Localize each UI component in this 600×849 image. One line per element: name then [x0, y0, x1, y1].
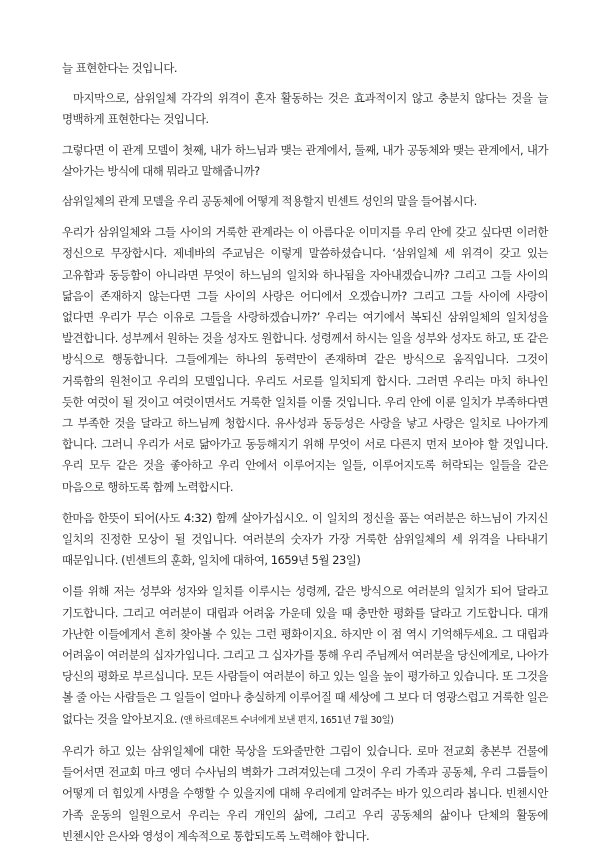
paragraph-prayer-text: 이를 위해 저는 성부와 성자와 일치를 이루시는 성령께, 같은 방식으로 여러분의 일치가 되어 달라고 기도합니다. 그리고 여러분이 대립과 어려움 가운데 있을 때 충만한 평화를 달라고 기도합니다. 대개 가난한 이들에게서 흔히 찾아볼 수 있는 그런 평화이지요. 하지만 이 점 역시 기억해두세요. 그 대립과 어려움이 여러분의 십자가입니다. 그리고 그 십자가를 통해 우리 주님께서 여러분을 당신에게로, 나아가 당신의 평화로 부르십니다. 모든 사람들이 여러분이 하고 있는 일을 높이 평가하고 있습니다. 또 그것을 볼 줄 아는 사람들은 그 일들이 얼마나 충실하게 이루어질 때 세상에 그 보다 더 영광스럽고 거룩한 일은 없다는 것을 알아보지요.: [62, 584, 548, 726]
paragraph-question: 그렇다면 이 관계 모델이 첫째, 내가 하느님과 맺는 관계에서, 둘째, 내가 공동체와 맺는 관계에서, 내가 살아가는 방식에 대해 뭐라고 말해줍니까?: [62, 142, 548, 178]
paragraph-one-heart: 한마음 한뜻이 되어(사도 4:32) 함께 살아가십시오. 이 일치의 정신을 품는 여러분은 하느님이 가지신 일치의 진정한 모상이 될 것입니다. 여러분의 숫자가 가장 거룩한 삼위일체의 세 위격을 나타내기 때문입니다. (빈센트의 훈화, 일치에 대하여, 1659년 5월 23일): [62, 510, 548, 568]
paragraph-prayer-letter: [62, 581, 548, 730]
paragraph-continuation: 늘 표현한다는 것입니다.: [62, 61, 178, 75]
paragraph-vincent-quote: 우리가 삼위일체와 그들 사이의 거룩한 관계라는 이 아름다운 이미지를 우리 안에 갖고 싶다면 이러한 정신으로 무장합시다. 제네바의 주교님은 이렇게 말씀하셨습니다. ‘삼위일체 세 위격이 갖고 있는 고유함과 동등함이 아니라면 무엇이 하느님의 일치와 하나됨을 자아내겠습니까? 그리고 그들 사이의 닮음이 존재하지 않는다면 그들 사이의 사랑은 어디에서 오겠습니까? 그리고 그들 사이에 사랑이 없다면 우리가 무슨 이유로 그들을 사랑하겠습니까?’ 우리는 여기에서 복되신 삼위일체의 일치성을 발견합니다. 성부께서 원하는 것을 성자도 원합니다. 성령께서 하시는 일을 성부와 성자도 하고, 또 같은 방식으로 행동합니다. 그들에게는 하나의 동력만이 존재하며 같은 방식으로 움직입니다. 그것이 거룩함의 원천이고 우리의 모델입니다. 우리도 서로를 일치되게 합시다. 그러면 우리는 마치 하나인 듯한 여럿이 될 것이고 여럿이면서도 거룩한 일치를 이룰 것입니다. 우리 안에 이룬 일치가 부족하다면 그 부족한 것을 달라고 하느님께 청합시다. 유사성과 동등성은 사랑을 낳고 사랑은 일치로 나아가게 합니다. 그러니 우리가 서로 닮아가고 동등해지기 위해 무엇이 서로 다른지 먼저 보아야 할 것입니다. 우리 모두 같은 것을 좋아하고 우리 안에서 이루어지는 일들, 이루어지도록 허락되는 일들을 같은 마음으로 행하도록 함께 노력합시다.: [62, 225, 548, 494]
document-page: [62, 58, 548, 847]
paragraph-mural: 우리가 하고 있는 삼위일체에 대한 묵상을 도와줄만한 그림이 있습니다. 로마 전교회 총본부 건물에 들어서면 전교회 마크 엥더 수사님의 벽화가 그려져있는데 그것이 우리 가족과 공동체, 우리 그룹들이 어떻게 더 힘있게 사명을 수행할 수 있을지에 대해 우리에게 알려주는 바가 있으리라 봅니다. 빈첸시안 가족 운동의 일원으로서 우리는 우리 개인의 삶에, 그리고 우리 공동체의 삶이나 단체의 활동에 빈첸시안 은사와 영성이 계속적으로 통합되도록 노력해야 합니다.: [62, 743, 548, 843]
letter-citation: (앤 하르데몬트 수녀에게 보낸 편지, 1651년 7월 30일): [180, 714, 394, 726]
paragraph-finally: 마지막으로, 삼위일체 각각의 위격이 혼자 활동하는 것은 효과적이지 않고 충분치 않다는 것을 늘 명백하게 표현한다는 것입니다.: [62, 91, 548, 127]
paragraph-intro-vincent: 삼위일체의 관계 모델을 우리 공동체에 어떻게 적용할지 빈센트 성인의 말을 들어봅시다.: [62, 194, 477, 209]
